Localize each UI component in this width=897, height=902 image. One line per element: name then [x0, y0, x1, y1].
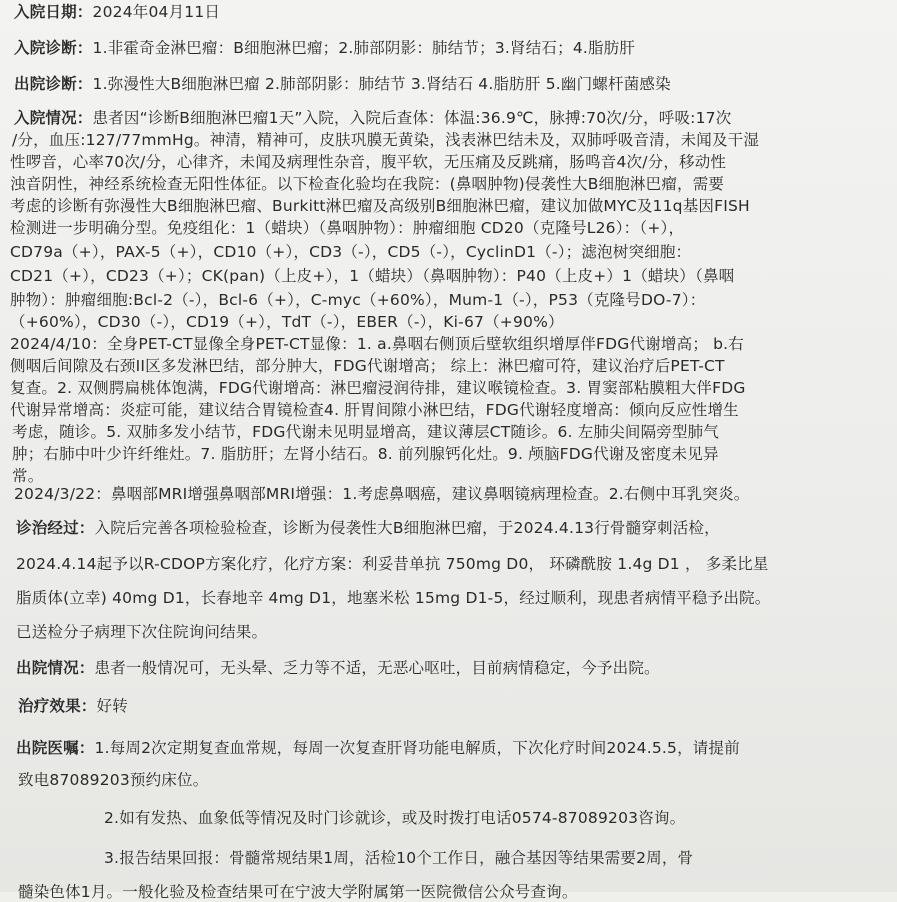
course-line: 2024.4.14起予以R-CDOP方案化疗，化疗方案：利妥昔单抗 750mg D0， 环磷酰胺 1.4g D1 ， 多柔比星 — [16, 555, 769, 573]
condition-line: 考虑的诊断有弥漫性大B细胞淋巴瘤、Burkitt淋巴瘤及高级别B细胞淋巴瘤，建议加做MYC及11q基因FISH — [10, 197, 750, 215]
condition-line: 浊音阴性，神经系统检查无阳性体征。以下检查化验均在我院：(鼻咽肿物)侵袭性大B细胞淋巴瘤，需要 — [10, 175, 725, 193]
condition-line: 2024/4/10：全身PET-CT显像全身PET-CT显像：1. a.鼻咽右侧顶后壁软组织增厚伴FDG代谢增高； b.右 — [10, 335, 745, 353]
condition-line: 常。 — [12, 467, 44, 485]
orders-line: 3.报告结果回报：骨髓常规结果1周，活检10个工作日，融合基因等结果需要2周，骨 — [104, 849, 694, 867]
discharge-diagnosis-label: 出院诊断： — [14, 75, 93, 93]
condition-line: 代谢异常增高：炎症可能，建议结合胃镜检查4. 肝胃间隙小淋巴结，FDG代谢轻度增高：倾向反应性增生 — [10, 401, 739, 419]
admission-diagnosis-value: 1.非霍奇金淋巴瘤：B细胞淋巴瘤；2.肺部阴影：肺结节；3.肾结石；4.脂肪肝 — [92, 39, 636, 57]
condition-line: 性啰音，心率70次/分，心律齐，未闻及病理性杂音，腹平软，无压痛及反跳痛，肠鸣音4次/分，移动性 — [10, 153, 727, 171]
condition-label: 入院情况： — [14, 109, 93, 127]
admission-date-row — [14, 2, 220, 22]
treatment-effect-value: 好转 — [96, 697, 128, 715]
condition-text: 患者因“诊断B细胞淋巴瘤1天”入院，入院后查体：体温:36.9℃，脉搏:70次/分，呼吸:17次 — [92, 109, 732, 127]
admission-date-value: 2024年04月11日 — [92, 3, 221, 21]
course-label: 诊治经过： — [16, 519, 95, 537]
discharge-status-row — [16, 658, 660, 678]
orders-line — [16, 738, 740, 758]
discharge-status-label: 出院情况： — [16, 659, 95, 677]
course-line — [16, 518, 720, 538]
orders-line: 髓染色体1月。一般化验及检查结果可在宁波大学附属第一医院微信公众号查询。 — [18, 883, 578, 901]
treatment-effect-row — [18, 696, 128, 716]
orders-line: 致电87089203预约床位。 — [18, 771, 209, 789]
course-line: 已送检分子病理下次住院询问结果。 — [16, 623, 268, 641]
condition-line: CD21（+），CD23（+）；CK(pan)（上皮+），1（蜡块）（鼻咽肿物）：P40（上皮+）1（蜡块）（鼻咽 — [10, 267, 735, 285]
orders-label: 出院医嘱： — [16, 739, 95, 757]
condition-line: 肿；右肺中叶少许纤维灶。7. 脂肪肝；左肾小结石。8. 前列腺钙化灶。9. 颅脑FDG代谢及密度未见异 — [12, 445, 719, 463]
admission-date-label: 入院日期： — [14, 3, 93, 21]
orders-text: 1.每周2次定期复查血常规，每周一次复查肝肾功能电解质，下次化疗时间2024.5.5，请提前 — [94, 739, 740, 757]
condition-line: CD79a（+），PAX-5（+），CD10（+），CD3（-），CD5（-），CyclinD1（-）；滤泡树突细胞： — [10, 243, 692, 261]
discharge-diagnosis-value: 1.弥漫性大B细胞淋巴瘤 2.肺部阴影：肺结节 3.肾结石 4.脂肪肝 5.幽门螺杆菌感染 — [92, 75, 671, 93]
admission-diagnosis-row — [14, 38, 635, 58]
condition-line: 2024/3/22：鼻咽部MRI增强鼻咽部MRI增强：1.考虑鼻咽癌，建议鼻咽镜病理检查。2.右侧中耳乳突炎。 — [14, 485, 750, 503]
orders-line: 2.如有发热、血象低等情况及时门诊就诊，或及时拨打电话0574-87089203咨询。 — [104, 809, 686, 827]
admission-diagnosis-label: 入院诊断： — [14, 39, 93, 57]
condition-line: （+60%），CD30（-），CD19（+），TdT（-），EBER（-），Ki-67（+90%） — [10, 313, 564, 331]
condition-line: /分，血压:127/77mmHg。神清，精神可，皮肤巩膜无黄染，浅表淋巴结未及，双肺呼吸音清，未闻及干湿 — [12, 131, 760, 149]
condition-line: 检测进一步明确分型。免疫组化：1（蜡块）（鼻咽肿物）：肿瘤细胞 CD20（克隆号L26）：（+）， — [10, 219, 685, 237]
condition-line: 侧咽后间隙及右颈II区多发淋巴结，部分肿大，FDG代谢增高； 综上：淋巴瘤可符，建议治疗后PET-CT — [10, 357, 725, 375]
condition-line: 考虑，随诊。5. 双肺多发小结节，FDG代谢未见明显增高，建议薄层CT随诊。6. 左肺尖间隔旁型肺气 — [12, 423, 720, 441]
condition-line — [14, 108, 731, 128]
condition-line: 肿物）：肿瘤细胞:Bcl-2（-），Bcl-6（+），C-myc（+60%），Mum-1（-），P53（克隆号DO-7）： — [10, 291, 706, 309]
treatment-effect-label: 治疗效果： — [18, 697, 97, 715]
discharge-diagnosis-row — [14, 74, 671, 94]
condition-line: 复查。2. 双侧腭扁桃体饱满，FDG代谢增高：淋巴瘤浸润待排，建议喉镜检查。3. 胃窦部粘膜粗大伴FDG — [10, 379, 746, 397]
discharge-status-value: 患者一般情况可，无头晕、乏力等不适，无恶心呕吐，目前病情稳定，今予出院。 — [94, 659, 660, 677]
course-text: 入院后完善各项检验检查，诊断为侵袭性大B细胞淋巴瘤，于2024.4.13行骨髓穿刺活检， — [94, 519, 720, 537]
course-line: 脂质体(立幸) 40mg D1，长春地辛 4mg D1，地塞米松 15mg D1-5，经过顺利，现患者病情平稳予出院。 — [16, 589, 771, 607]
